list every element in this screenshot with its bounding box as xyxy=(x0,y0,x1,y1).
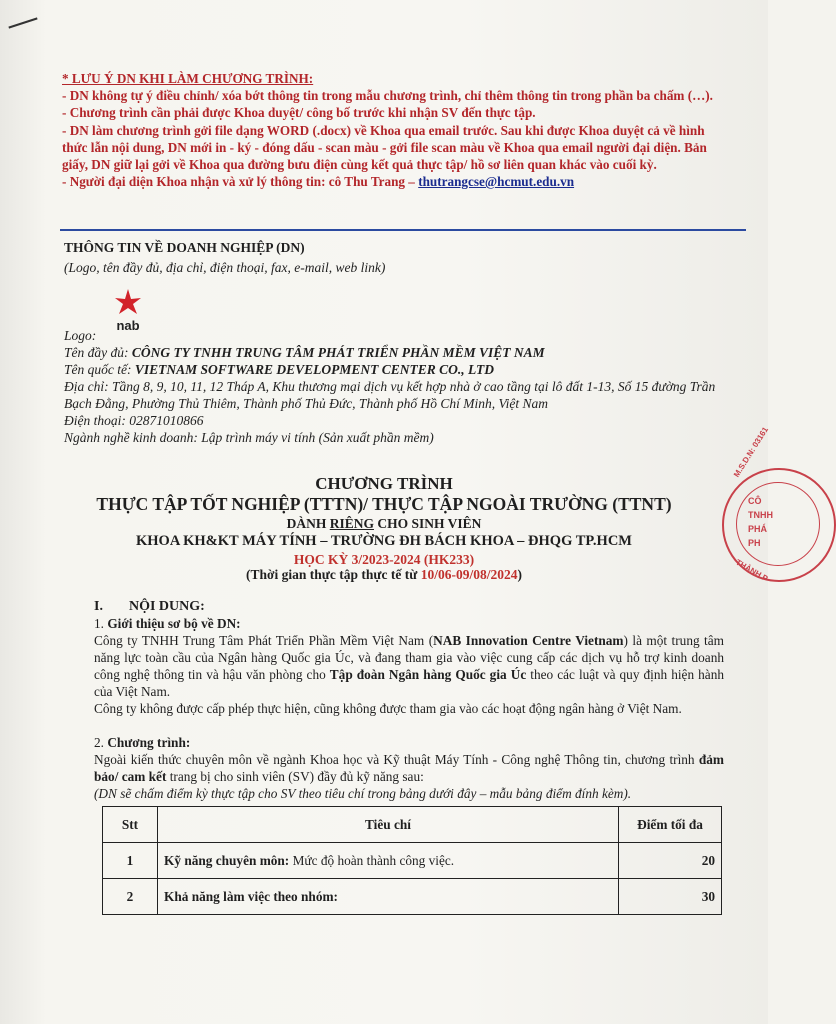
intro-paragraph xyxy=(94,632,724,700)
intro-bold: Tập đoàn Ngân hàng Quốc gia Úc xyxy=(329,667,527,682)
content-heading xyxy=(94,598,724,615)
stamp-line: PH xyxy=(748,538,761,548)
business-value: Lập trình máy vi tính (Sản xuất phần mềm) xyxy=(201,430,434,445)
intro-text: Công ty TNHH Trung Tâm Phát Triển Phần Mềm Việt Nam ( xyxy=(94,633,434,648)
program-semester: HỌC KỲ 3/2023-2024 (HK233) xyxy=(293,552,475,567)
content-roman: I. xyxy=(94,599,103,614)
program-bold: đảm bảo/ cam kết xyxy=(94,752,724,784)
program-period xyxy=(0,567,768,583)
intl-name-label: Tên quốc tế: xyxy=(64,362,132,377)
notice-title: * LƯU Ý DN KHI LÀM CHƯƠNG TRÌNH: xyxy=(62,71,314,86)
program-faculty: KHOA KH&KT MÁY TÍNH – TRƯỜNG ĐH BÁCH KHOA – ĐHQG TP.HCM xyxy=(135,533,632,549)
period-value: 10/06-09/08/2024 xyxy=(420,567,518,582)
phone-value: 02871010866 xyxy=(129,413,204,428)
company-stamp xyxy=(722,425,836,584)
table-header-row xyxy=(103,807,722,843)
criteria-bold: Khả năng làm việc theo nhóm: xyxy=(164,888,338,904)
header-criteria: Tiêu chí xyxy=(158,807,619,843)
notice-line: - DN không tự ý điều chỉnh/ xóa bớt thông tin trong mẫu chương trình, chỉ thêm thông tin trong phần ba chấm (…). xyxy=(62,88,713,104)
nab-star-icon xyxy=(108,288,148,318)
cell-criteria xyxy=(158,879,619,915)
score-table xyxy=(102,806,722,915)
stamp-line: PHÁ xyxy=(748,524,768,534)
cell-stt: 1 xyxy=(103,843,158,879)
logo-wordmark: nab xyxy=(116,318,140,333)
fullname-value: CÔNG TY TNHH TRUNG TÂM PHÁT TRIỂN PHẦN MỀM VIỆT NAM xyxy=(131,345,545,360)
stamp-text-top: M.S.D.N: 03161 xyxy=(732,425,771,479)
content-heading-label: NỘI DUNG: xyxy=(128,599,205,614)
table-row xyxy=(103,843,722,879)
cell-max-score: 30 xyxy=(619,879,722,915)
phone-row xyxy=(64,412,724,429)
program-for xyxy=(0,516,768,532)
item2-title: Chương trình: xyxy=(107,735,191,750)
grading-note: (DN sẽ chấm điểm kỳ thực tập cho SV theo tiêu chí trong bảng dưới đây – mẫu bảng điểm đính kèm). xyxy=(94,786,632,801)
notice-contact xyxy=(62,173,730,190)
cell-max-score: 20 xyxy=(619,843,722,879)
item2-num: 2. xyxy=(94,735,104,750)
program-for-suffix: CHO SINH VIÊN xyxy=(373,516,482,531)
address-value: Tầng 8, 9, 10, 11, 12 Tháp A, Khu thương mại dịch vụ kết hợp nhà ở cao tầng tại lô đất 1-13, Số 15 đường Trần Bạch Đằng, Phường Thủ Thiêm, Thành phố Thủ Đức, Thành phố Hồ Chí Minh, Việt Nam xyxy=(64,379,716,411)
header-stt: Stt xyxy=(103,807,158,843)
divider-rule xyxy=(60,229,746,231)
program-for-prefix: DÀNH xyxy=(286,516,330,531)
period-prefix: (Thời gian thực tập thực tế từ xyxy=(246,567,421,582)
program-subtitle: THỰC TẬP TỐT NGHIỆP (TTTN)/ THỰC TẬP NGOÀI TRƯỜNG (TTNT) xyxy=(96,494,672,514)
fullname-label: Tên đầy đủ: xyxy=(64,345,129,360)
cell-stt: 2 xyxy=(103,879,158,915)
intl-name-row xyxy=(64,361,724,378)
company-section-subtitle: (Logo, tên đầy đủ, địa chỉ, điện thoại, fax, e-mail, web link) xyxy=(64,260,386,275)
business-row xyxy=(64,429,724,446)
intl-name-value: VIETNAM SOFTWARE DEVELOPMENT CENTER CO., LTD xyxy=(134,362,495,377)
criteria-bold: Kỹ năng chuyên môn: xyxy=(164,852,290,868)
contact-email-link[interactable]: thutrangcse@hcmut.edu.vn xyxy=(418,174,575,190)
business-label: Ngành nghề kinh doanh: xyxy=(64,430,198,445)
fullname-row xyxy=(64,344,724,361)
criteria-text: Mức độ hoàn thành công việc. xyxy=(289,852,455,868)
company-section-title: THÔNG TIN VỀ DOANH NGHIỆP (DN) xyxy=(64,240,305,255)
phone-label: Điện thoại: xyxy=(64,413,126,428)
address-row xyxy=(64,378,724,412)
stamp-line: TNHH xyxy=(748,510,773,520)
intro-text: ) là một trung tâm năng lực toàn cầu của Ngân hàng Quốc gia Úc, và đang tham gia vào việc cung cấp các dịch vụ hỗ trợ kinh doanh công nghệ thông tin và hậu văn phòng cho xyxy=(94,633,724,682)
stamp-text-bottom: THÀNH P xyxy=(734,557,770,584)
header-max-score: Điểm tối đa xyxy=(619,807,722,843)
license-paragraph: Công ty không được cấp phép thực hiện, cũng không được tham gia vào các hoạt động ngân hàng ở Việt Nam. xyxy=(94,701,682,716)
address-label: Địa chỉ: xyxy=(64,379,109,394)
intro-text: theo các luật và quy định hiện hành của Việt Nam. xyxy=(94,667,724,699)
stamp-line: CÔ xyxy=(748,496,762,506)
program-for-underlined: RIÊNG xyxy=(329,516,374,531)
period-suffix: ) xyxy=(517,567,522,582)
program-title: CHƯƠNG TRÌNH xyxy=(315,474,453,493)
program-text: Ngoài kiến thức chuyên môn về ngành Khoa học và Kỹ thuật Máy Tính - Công nghệ Thông tin, chương trình xyxy=(94,752,699,767)
logo-label: Logo: xyxy=(64,328,97,343)
notice-line: - DN làm chương trình gởi file dạng WORD (.docx) về Khoa qua email trước. Sau khi được Khoa duyệt cả về hình thức lẫn nội dung, DN mới in - ký - đóng dấu - scan màu - gởi file scan màu về Khoa qua email người đại diện. Bản giấy, DN giữ lại gởi về Khoa qua đường bưu điện cùng kết quả thực tập/ hồ sơ liên quan khác vào cuối kỳ. xyxy=(62,122,707,173)
intro-bold: NAB Innovation Centre Vietnam xyxy=(433,633,624,648)
item1-num: 1. xyxy=(94,616,104,631)
item1-heading xyxy=(94,615,724,632)
cell-criteria xyxy=(158,843,619,879)
program-text: trang bị cho sinh viên (SV) đầy đủ kỹ năng sau: xyxy=(166,769,424,784)
program-paragraph xyxy=(94,751,724,785)
pen-mark xyxy=(8,17,37,28)
item2-heading xyxy=(94,734,724,751)
item1-title: Giới thiệu sơ bộ về DN: xyxy=(107,616,241,631)
notice-block xyxy=(62,70,730,190)
notice-contact-label: - Người đại diện Khoa nhận và xử lý thông tin: cô Thu Trang – xyxy=(62,174,419,190)
notice-line: - Chương trình cần phải được Khoa duyệt/ công bố trước khi nhận SV đến thực tập. xyxy=(62,105,536,121)
table-row xyxy=(103,879,722,915)
